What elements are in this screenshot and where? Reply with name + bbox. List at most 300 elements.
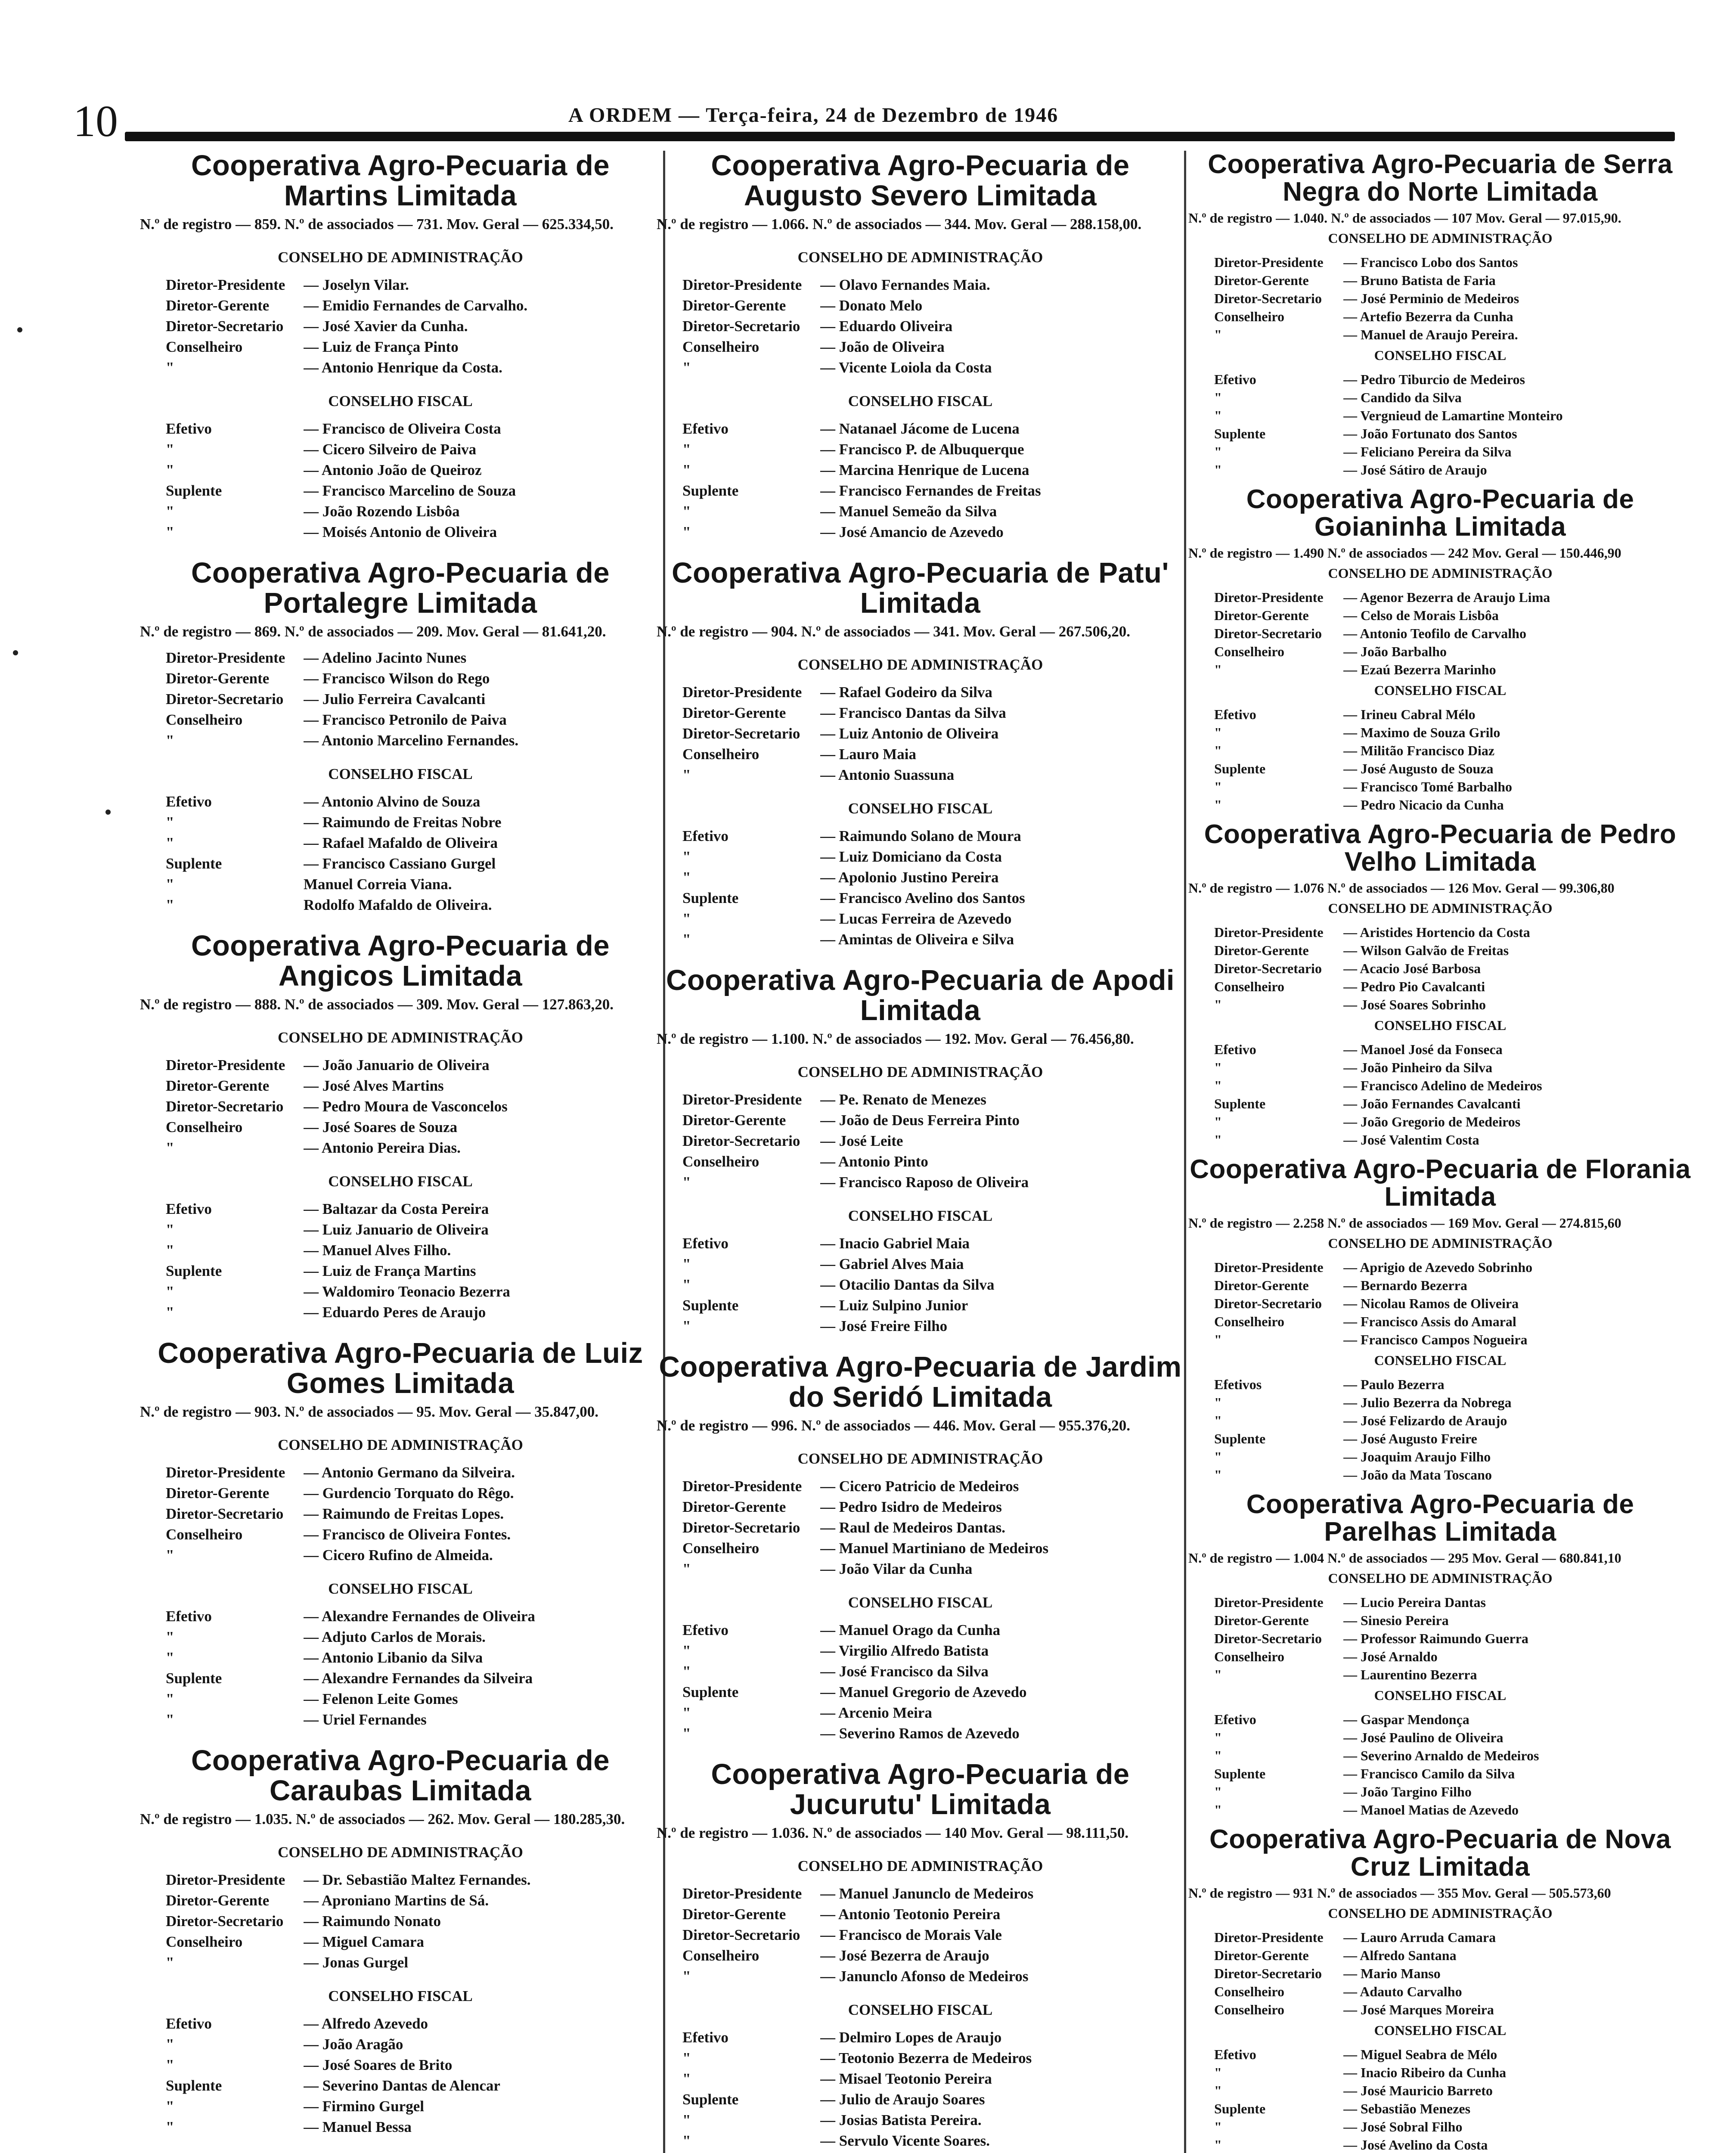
roster-row bbox=[1188, 642, 1692, 661]
roster-row bbox=[140, 689, 661, 710]
member-name: — Antonio Suassuna bbox=[820, 766, 955, 783]
board-heading: CONSELHO DE ADMINISTRAÇÃO bbox=[1328, 1570, 1553, 1586]
board-roster bbox=[1188, 1710, 1692, 1819]
page-number: 10 bbox=[73, 96, 118, 146]
member-role: Suplente bbox=[166, 1263, 222, 1279]
member-name: — Severino Arnaldo de Medeiros bbox=[1343, 1748, 1539, 1763]
member-role: Diretor-Presidente bbox=[682, 1091, 802, 1108]
member-name: — Manuel de Araujo Pereira. bbox=[1343, 327, 1518, 342]
roster-row bbox=[657, 2069, 1184, 2089]
roster-row bbox=[657, 2110, 1184, 2131]
member-role: " bbox=[682, 1174, 691, 1191]
member-role: " bbox=[166, 835, 174, 851]
member-name: — Nicolau Ramos de Oliveira bbox=[1343, 1296, 1519, 1311]
member-role: Conselheiro bbox=[1214, 1314, 1284, 1329]
member-name: — Candido da Silva bbox=[1343, 390, 1462, 405]
roster-row bbox=[140, 481, 661, 501]
column-divider bbox=[1184, 151, 1186, 2153]
member-role: " bbox=[1214, 2137, 1222, 2153]
roster-row bbox=[657, 1945, 1184, 1966]
member-role: " bbox=[166, 2119, 174, 2135]
roster-row bbox=[1188, 1964, 1692, 1982]
member-name: — Vergnieud de Lamartine Monteiro bbox=[1343, 408, 1563, 423]
registry-info: N.º de registro — 2.258 N.º de associados — 169 Mov. Geral — 274.815,60 bbox=[1188, 1215, 1621, 1231]
member-name: — João Pinheiro da Silva bbox=[1343, 1060, 1493, 1075]
member-role: " bbox=[1214, 1730, 1222, 1745]
member-role: " bbox=[166, 1283, 174, 1300]
member-name: — Amintas de Oliveira e Silva bbox=[820, 931, 1014, 948]
roster-row bbox=[140, 2075, 661, 2096]
member-role: " bbox=[1214, 1802, 1222, 1818]
member-role: Conselheiro bbox=[166, 1933, 243, 1950]
member-name: — Antonio Marcelino Fernandes. bbox=[304, 732, 519, 749]
member-role: Diretor-Presidente bbox=[1214, 924, 1324, 940]
roster-row bbox=[657, 1131, 1184, 1151]
roster-row bbox=[140, 1689, 661, 1709]
roster-row bbox=[140, 2013, 661, 2034]
member-role: Efetivos bbox=[1214, 1377, 1262, 1392]
cooperative-title: Cooperativa Agro-Pecuaria de Caraubas Limitada bbox=[191, 1744, 610, 1807]
member-role: Conselheiro bbox=[1214, 309, 1284, 324]
roster-row bbox=[1188, 1747, 1692, 1765]
member-role: " bbox=[1214, 725, 1222, 740]
member-name: — Julio Bezerra da Nobrega bbox=[1343, 1395, 1512, 1410]
member-role: Conselheiro bbox=[1214, 2002, 1284, 2017]
member-role: " bbox=[166, 897, 174, 913]
board-heading: CONSELHO DE ADMINISTRAÇÃO bbox=[797, 656, 1043, 673]
member-name: — Severino Ramos de Azevedo bbox=[820, 1725, 1020, 1742]
member-name: — Paulo Bezerra bbox=[1343, 1377, 1445, 1392]
roster-row bbox=[1188, 326, 1692, 344]
member-role: " bbox=[682, 848, 691, 865]
member-name: — Miguel Seabra de Mélo bbox=[1343, 2047, 1497, 2062]
roster-row bbox=[140, 1199, 661, 1219]
member-name: — João Rozendo Lisbôa bbox=[304, 503, 460, 520]
member-role: " bbox=[1214, 1748, 1222, 1763]
registry-info: N.º de registro — 1.004 N.º de associados — 295 Mov. Geral — 680.841,10 bbox=[1188, 1550, 1621, 1566]
member-role: Diretor-Secretario bbox=[682, 1519, 800, 1536]
roster-row bbox=[140, 730, 661, 751]
roster-row bbox=[657, 275, 1184, 295]
cooperative-entry bbox=[1188, 151, 1692, 479]
registry-info: N.º de registro — 931 N.º de associados — 355 Mov. Geral — 505.573,60 bbox=[1188, 1885, 1611, 1901]
board-heading: CONSELHO FISCAL bbox=[328, 766, 473, 782]
member-name: — Antonio Pinto bbox=[820, 1153, 928, 1170]
member-role: " bbox=[166, 1711, 174, 1728]
member-name: — José Felizardo de Araujo bbox=[1343, 1413, 1507, 1428]
roster-row bbox=[657, 1703, 1184, 1723]
member-name: — Irineu Cabral Mélo bbox=[1343, 707, 1476, 722]
member-role: " bbox=[166, 503, 174, 520]
member-role: Efetivo bbox=[682, 1235, 728, 1252]
board-roster bbox=[140, 1462, 661, 1566]
member-role: " bbox=[1214, 444, 1222, 459]
member-name: — Gaspar Mendonça bbox=[1343, 1712, 1469, 1727]
member-name: — Lucas Ferreira de Azevedo bbox=[820, 910, 1012, 927]
member-name: — Firmino Gurgel bbox=[304, 2098, 424, 2115]
board-roster bbox=[657, 1476, 1184, 1579]
roster-row bbox=[657, 723, 1184, 744]
member-name: — José Marques Moreira bbox=[1343, 2002, 1494, 2017]
member-name: — José Leite bbox=[820, 1132, 903, 1149]
member-name: — Rafael Godeiro da Silva bbox=[820, 684, 992, 701]
member-name: — José Augusto de Souza bbox=[1343, 761, 1494, 776]
member-role: " bbox=[1214, 1060, 1222, 1075]
cooperative-entry bbox=[1188, 821, 1692, 1149]
member-name: — Aprigio de Azevedo Sobrinho bbox=[1343, 1260, 1533, 1275]
roster-row bbox=[140, 710, 661, 730]
member-name: — José Soares Sobrinho bbox=[1343, 997, 1486, 1012]
member-name: — Antonio Teotonio Pereira bbox=[820, 1906, 1001, 1923]
roster-row bbox=[140, 1096, 661, 1117]
member-name: — Miguel Camara bbox=[304, 1933, 424, 1950]
member-name: — Misael Teotonio Pereira bbox=[820, 2070, 992, 2087]
member-role: " bbox=[682, 869, 691, 886]
member-name: — Francisco Fernandes de Freitas bbox=[820, 482, 1041, 499]
member-name: — Francisco P. de Albuquerque bbox=[820, 441, 1024, 458]
member-name: — Manuel Janunclo de Medeiros bbox=[820, 1885, 1034, 1902]
roster-row bbox=[140, 1261, 661, 1281]
cooperative-entry bbox=[140, 558, 661, 915]
roster-row bbox=[1188, 1466, 1692, 1484]
registry-info: N.º de registro — 1.076 N.º de associados — 126 Mov. Geral — 99.306,80 bbox=[1188, 880, 1615, 896]
roster-row bbox=[657, 1641, 1184, 1661]
member-name: — Pedro Tiburcio de Medeiros bbox=[1343, 372, 1525, 387]
roster-row bbox=[140, 648, 661, 668]
cooperative-title: Cooperativa Agro-Pecuaria de Augusto Severo Limitada bbox=[711, 149, 1130, 212]
member-name: — Raimundo Nonato bbox=[304, 1913, 441, 1930]
member-name: — Francisco Adelino de Medeiros bbox=[1343, 1078, 1542, 1093]
member-role: " bbox=[1214, 743, 1222, 758]
member-role: Diretor-Presidente bbox=[166, 1464, 285, 1481]
member-role: " bbox=[1214, 1132, 1222, 1148]
member-role: Diretor-Gerente bbox=[166, 1077, 270, 1094]
roster-row bbox=[657, 765, 1184, 785]
roster-row bbox=[140, 1055, 661, 1076]
member-role: " bbox=[1214, 797, 1222, 813]
roster-row bbox=[1188, 1294, 1692, 1312]
roster-row bbox=[1188, 1312, 1692, 1331]
board-heading: CONSELHO FISCAL bbox=[848, 1594, 993, 1611]
member-name: — Bernardo Bezerra bbox=[1343, 1278, 1467, 1293]
member-name: — Lauro Arruda Camara bbox=[1343, 1930, 1496, 1945]
header-rule bbox=[125, 132, 1675, 141]
member-role: Diretor-Secretario bbox=[166, 1913, 284, 1930]
roster-row bbox=[1188, 1629, 1692, 1647]
roster-row bbox=[1188, 923, 1692, 941]
roster-row bbox=[1188, 624, 1692, 642]
member-role: " bbox=[682, 931, 691, 948]
member-role: Suplente bbox=[1214, 426, 1266, 441]
cooperative-entry bbox=[657, 1352, 1184, 1744]
roster-row bbox=[140, 1952, 661, 1973]
board-roster bbox=[140, 419, 661, 543]
member-role: Efetivo bbox=[166, 1608, 212, 1625]
board-heading: CONSELHO FISCAL bbox=[1374, 2023, 1507, 2038]
member-name: — Antonio Henrique da Costa. bbox=[304, 359, 502, 376]
board-roster bbox=[657, 419, 1184, 543]
member-role: Diretor-Secretario bbox=[682, 1132, 800, 1149]
board-roster bbox=[1188, 1258, 1692, 1349]
member-role: " bbox=[1214, 1413, 1222, 1428]
roster-row bbox=[1188, 1593, 1692, 1611]
member-role: Diretor-Gerente bbox=[1214, 608, 1309, 623]
roster-row bbox=[140, 833, 661, 853]
member-role: " bbox=[166, 462, 174, 478]
member-name: — José Valentim Costa bbox=[1343, 1132, 1479, 1148]
roster-row bbox=[657, 703, 1184, 723]
member-name: — Natanael Jácome de Lucena bbox=[820, 420, 1020, 437]
roster-row bbox=[1188, 741, 1692, 760]
member-name: — José Augusto Freire bbox=[1343, 1431, 1477, 1446]
member-name: — Otacilio Dantas da Silva bbox=[820, 1276, 995, 1293]
member-name: — Maximo de Souza Grilo bbox=[1343, 725, 1500, 740]
cooperative-entry bbox=[1188, 1491, 1692, 1819]
member-role: Conselheiro bbox=[1214, 1649, 1284, 1664]
member-name: — Inacio Ribeiro da Cunha bbox=[1343, 2065, 1507, 2080]
member-name: — Josias Batista Pereira. bbox=[820, 2112, 982, 2128]
member-role: Conselheiro bbox=[166, 1119, 243, 1135]
roster-row bbox=[657, 460, 1184, 481]
cooperative-entry bbox=[657, 1759, 1184, 2151]
board-roster bbox=[140, 1199, 661, 1323]
member-name: — Manuel Semeão da Silva bbox=[820, 503, 997, 520]
roster-row bbox=[140, 419, 661, 439]
roster-row bbox=[140, 1668, 661, 1689]
roster-row bbox=[140, 337, 661, 357]
roster-row bbox=[1188, 2082, 1692, 2100]
board-roster bbox=[657, 826, 1184, 950]
member-role: Diretor-Secretario bbox=[1214, 626, 1322, 641]
roster-row bbox=[657, 929, 1184, 950]
member-name: Manuel Correia Viana. bbox=[304, 876, 452, 893]
member-role: " bbox=[682, 462, 691, 478]
member-name: — José Soares de Souza bbox=[304, 1119, 458, 1135]
cooperative-title: Cooperativa Agro-Pecuaria de Jucurutu' Limitada bbox=[711, 1758, 1130, 1821]
member-role: " bbox=[682, 2070, 691, 2087]
roster-row bbox=[657, 1275, 1184, 1295]
board-roster bbox=[657, 682, 1184, 785]
member-name: — Cicero Rufino de Almeida. bbox=[304, 1547, 493, 1564]
roster-row bbox=[1188, 1113, 1692, 1131]
roster-row bbox=[657, 1497, 1184, 1517]
board-roster bbox=[657, 1233, 1184, 1337]
member-name: — Apolonio Justino Pereira bbox=[820, 869, 999, 886]
roster-row bbox=[1188, 2100, 1692, 2118]
member-name: — Baltazar da Costa Pereira bbox=[304, 1201, 489, 1217]
roster-row bbox=[1188, 1131, 1692, 1149]
member-role: Conselheiro bbox=[682, 746, 760, 763]
member-name: — Alexandre Fernandes de Oliveira bbox=[304, 1608, 535, 1625]
member-role: " bbox=[1214, 1114, 1222, 1129]
board-roster bbox=[1188, 2045, 1692, 2153]
member-name: — Luiz Januario de Oliveira bbox=[304, 1221, 489, 1238]
roster-row bbox=[657, 1904, 1184, 1925]
member-role: Suplente bbox=[166, 1670, 222, 1687]
board-heading: CONSELHO FISCAL bbox=[1374, 683, 1507, 698]
cooperative-title: Cooperativa Agro-Pecuaria de Florania Limitada bbox=[1190, 1154, 1691, 1212]
member-name: — Francisco Camilo da Silva bbox=[1343, 1766, 1515, 1781]
roster-row bbox=[1188, 1982, 1692, 2001]
roster-row bbox=[140, 1302, 661, 1323]
roster-row bbox=[1188, 370, 1692, 388]
member-name: — João Vilar da Cunha bbox=[820, 1560, 973, 1577]
member-role: Diretor-Presidente bbox=[166, 1871, 285, 1888]
board-roster bbox=[140, 1606, 661, 1730]
roster-row bbox=[1188, 2118, 1692, 2136]
member-role: Suplente bbox=[166, 2077, 222, 2094]
roster-row bbox=[140, 1545, 661, 1566]
member-role: Conselheiro bbox=[682, 1540, 760, 1557]
member-role: " bbox=[682, 1256, 691, 1272]
member-name: — Eduardo Oliveira bbox=[820, 318, 953, 335]
roster-row bbox=[1188, 705, 1692, 723]
member-role: Diretor-Presidente bbox=[1214, 589, 1324, 605]
member-role: " bbox=[682, 1318, 691, 1334]
roster-row bbox=[1188, 289, 1692, 307]
roster-row bbox=[657, 1682, 1184, 1703]
member-name: — Adjuto Carlos de Morais. bbox=[304, 1629, 486, 1645]
member-name: — Raul de Medeiros Dantas. bbox=[820, 1519, 1006, 1536]
member-role: " bbox=[1214, 1784, 1222, 1799]
roster-row bbox=[657, 909, 1184, 929]
roster-row bbox=[1188, 796, 1692, 814]
roster-row bbox=[1188, 1095, 1692, 1113]
member-name: — Waldomiro Teonacio Bezerra bbox=[304, 1283, 510, 1300]
member-name: — João Januario de Oliveira bbox=[304, 1057, 490, 1073]
board-heading: CONSELHO DE ADMINISTRAÇÃO bbox=[1328, 1235, 1553, 1251]
member-role: Diretor-Gerente bbox=[166, 1892, 270, 1909]
member-role: Suplente bbox=[1214, 2101, 1266, 2116]
member-role: Diretor-Gerente bbox=[682, 704, 786, 721]
board-heading: CONSELHO DE ADMINISTRAÇÃO bbox=[797, 1858, 1043, 1874]
roster-row bbox=[657, 1925, 1184, 1945]
member-role: Efetivo bbox=[166, 420, 212, 437]
member-name: — Delmiro Lopes de Araujo bbox=[820, 2029, 1002, 2046]
member-role: Diretor-Gerente bbox=[166, 1485, 270, 1502]
member-name: — Mario Manso bbox=[1343, 1966, 1441, 1981]
member-role: Diretor-Secretario bbox=[682, 725, 800, 742]
column-3 bbox=[1188, 151, 1692, 2153]
roster-row bbox=[140, 295, 661, 316]
member-role: Diretor-Secretario bbox=[1214, 291, 1322, 306]
member-name: — José Francisco da Silva bbox=[820, 1663, 989, 1680]
member-role: Diretor-Presidente bbox=[682, 1478, 802, 1495]
roster-row bbox=[657, 357, 1184, 378]
member-role: Diretor-Secretario bbox=[1214, 1631, 1322, 1646]
member-role: " bbox=[1214, 2119, 1222, 2134]
cooperative-title: Cooperativa Agro-Pecuaria de Portalegre Limitada bbox=[191, 557, 610, 619]
roster-row bbox=[657, 1295, 1184, 1316]
member-role: Efetivo bbox=[1214, 707, 1256, 722]
member-name: — José Sobral Filho bbox=[1343, 2119, 1463, 2134]
cooperative-entry bbox=[657, 151, 1184, 543]
member-role: " bbox=[682, 1642, 691, 1659]
member-role: Conselheiro bbox=[1214, 1984, 1284, 1999]
roster-row bbox=[657, 439, 1184, 460]
roster-row bbox=[140, 812, 661, 833]
member-name: — Gabriel Alves Maia bbox=[820, 1256, 964, 1272]
member-name: — Olavo Fernandes Maia. bbox=[820, 276, 990, 293]
roster-row bbox=[140, 1462, 661, 1483]
roster-row bbox=[657, 1966, 1184, 1987]
member-role: " bbox=[166, 1242, 174, 1259]
member-name: — Joselyn Vilar. bbox=[304, 276, 409, 293]
member-role: Conselheiro bbox=[166, 338, 243, 355]
roster-row bbox=[1188, 996, 1692, 1014]
roster-row bbox=[1188, 307, 1692, 326]
member-role: Suplente bbox=[166, 482, 222, 499]
registry-info: N.º de registro — 1.100. N.º de associados — 192. Mov. Geral — 76.456,80. bbox=[657, 1030, 1134, 1047]
member-role: Conselheiro bbox=[1214, 644, 1284, 659]
member-name: — Lauro Maia bbox=[820, 746, 916, 763]
cooperative-title: Cooperativa Agro-Pecuaria de Martins Limitada bbox=[191, 149, 610, 212]
member-name: — Ezaú Bezerra Marinho bbox=[1343, 662, 1496, 677]
member-name: — Manuel Alves Filho. bbox=[304, 1242, 451, 1259]
cooperative-entry bbox=[140, 1338, 661, 1730]
member-role: " bbox=[166, 1547, 174, 1564]
roster-row bbox=[657, 1110, 1184, 1131]
roster-row bbox=[1188, 661, 1692, 679]
roster-row bbox=[140, 2034, 661, 2055]
roster-row bbox=[657, 1883, 1184, 1904]
member-name: — Acacio José Barbosa bbox=[1343, 961, 1481, 976]
member-name: — Manuel Martiniano de Medeiros bbox=[820, 1540, 1049, 1557]
board-heading: CONSELHO DE ADMINISTRAÇÃO bbox=[797, 1064, 1043, 1080]
member-name: — Antonio Pereira Dias. bbox=[304, 1139, 461, 1156]
roster-row bbox=[140, 668, 661, 689]
roster-row bbox=[1188, 1058, 1692, 1076]
member-role: Diretor-Secretario bbox=[166, 1098, 284, 1115]
member-role: Diretor-Secretario bbox=[1214, 1296, 1322, 1311]
roster-row bbox=[140, 1890, 661, 1911]
roster-row bbox=[1188, 723, 1692, 741]
member-name: — Francisco Tomé Barbalho bbox=[1343, 779, 1513, 794]
roster-row bbox=[140, 1138, 661, 1158]
member-role: Efetivo bbox=[166, 1201, 212, 1217]
roster-row bbox=[140, 501, 661, 522]
board-heading: CONSELHO FISCAL bbox=[848, 393, 993, 410]
member-role: " bbox=[166, 2057, 174, 2073]
registry-info: N.º de registro — 1.035. N.º de associados — 262. Mov. Geral — 180.285,30. bbox=[140, 1811, 625, 1827]
member-name: — Luiz de França Pinto bbox=[304, 338, 459, 355]
board-roster bbox=[657, 2027, 1184, 2151]
member-role: Efetivo bbox=[166, 2015, 212, 2032]
member-name: — Pedro Pio Cavalcanti bbox=[1343, 979, 1485, 994]
roster-row bbox=[1188, 1276, 1692, 1294]
member-name: — Francisco de Oliveira Fontes. bbox=[304, 1526, 511, 1543]
member-role: Suplente bbox=[1214, 1766, 1266, 1781]
roster-row bbox=[1188, 1710, 1692, 1728]
member-role: " bbox=[682, 2050, 691, 2066]
member-name: — Raimundo de Freitas Lopes. bbox=[304, 1505, 504, 1522]
roster-row bbox=[140, 1240, 661, 1261]
member-name: — João Gregorio de Medeiros bbox=[1343, 1114, 1521, 1129]
member-name: — Vicente Loiola da Costa bbox=[820, 359, 992, 376]
member-role: " bbox=[1214, 2083, 1222, 2098]
member-role: " bbox=[166, 2036, 174, 2053]
roster-row bbox=[140, 439, 661, 460]
board-roster bbox=[1188, 1375, 1692, 1484]
roster-row bbox=[140, 1117, 661, 1138]
member-role: Conselheiro bbox=[166, 711, 243, 728]
member-name: Rodolfo Mafaldo de Oliveira. bbox=[304, 897, 492, 913]
roster-row bbox=[1188, 2136, 1692, 2153]
member-name: — Sebastião Menezes bbox=[1343, 2101, 1471, 2116]
cooperative-title: Cooperativa Agro-Pecuaria de Serra Negra do Norte Limitada bbox=[1208, 149, 1673, 207]
member-role: " bbox=[1214, 997, 1222, 1012]
member-name: — Luiz Antonio de Oliveira bbox=[820, 725, 999, 742]
